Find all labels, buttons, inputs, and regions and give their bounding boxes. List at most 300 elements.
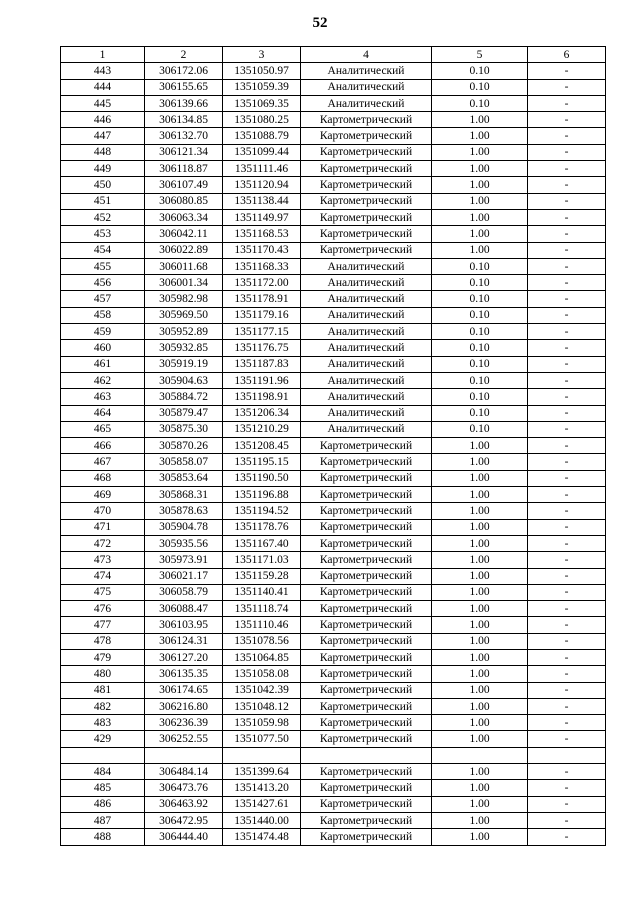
point-number-cell: 488: [61, 829, 145, 845]
method-cell: Аналитический: [301, 291, 432, 307]
x-coordinate-cell: 306135.35: [145, 666, 223, 682]
column-header: 3: [223, 47, 301, 63]
note-cell: -: [528, 438, 606, 454]
accuracy-cell: 0.10: [432, 405, 528, 421]
accuracy-cell: 1.00: [432, 209, 528, 225]
note-cell: -: [528, 389, 606, 405]
table-row: [61, 258, 606, 274]
note-cell: -: [528, 715, 606, 731]
accuracy-cell: 0.10: [432, 291, 528, 307]
method-cell: Картометрический: [301, 601, 432, 617]
table-row: [61, 340, 606, 356]
y-coordinate-cell: 1351178.91: [223, 291, 301, 307]
point-number-cell: 485: [61, 780, 145, 796]
table-row: [61, 519, 606, 535]
accuracy-cell: 1.00: [432, 503, 528, 519]
point-number-cell: 448: [61, 144, 145, 160]
method-cell: Аналитический: [301, 405, 432, 421]
y-coordinate-cell: 1351059.98: [223, 715, 301, 731]
point-number-cell: 445: [61, 95, 145, 111]
x-coordinate-cell: 306252.55: [145, 731, 223, 747]
table-row: [61, 535, 606, 551]
method-cell: Картометрический: [301, 128, 432, 144]
x-coordinate-cell: 306236.39: [145, 715, 223, 731]
table-row: [61, 128, 606, 144]
method-cell: Картометрический: [301, 144, 432, 160]
point-number-cell: 451: [61, 193, 145, 209]
note-cell: -: [528, 144, 606, 160]
note-cell: -: [528, 209, 606, 225]
point-number-cell: 474: [61, 568, 145, 584]
note-cell: -: [528, 812, 606, 828]
method-cell: Картометрический: [301, 242, 432, 258]
method-cell: Картометрический: [301, 503, 432, 519]
table-row: [61, 584, 606, 600]
accuracy-cell: 0.10: [432, 307, 528, 323]
x-coordinate-cell: 306107.49: [145, 177, 223, 193]
note-cell: -: [528, 226, 606, 242]
point-number-cell: 479: [61, 649, 145, 665]
method-cell: Аналитический: [301, 275, 432, 291]
x-coordinate-cell: 306132.70: [145, 128, 223, 144]
x-coordinate-cell: 306216.80: [145, 698, 223, 714]
point-number-cell: 429: [61, 731, 145, 747]
point-number-cell: 462: [61, 372, 145, 388]
y-coordinate-cell: 1351190.50: [223, 470, 301, 486]
table-row: [61, 601, 606, 617]
y-coordinate-cell: 1351088.79: [223, 128, 301, 144]
method-cell: Картометрический: [301, 112, 432, 128]
table-row: [61, 666, 606, 682]
accuracy-cell: 1.00: [432, 649, 528, 665]
y-coordinate-cell: 1351069.35: [223, 95, 301, 111]
y-coordinate-cell: 1351474.48: [223, 829, 301, 845]
point-number-cell: 461: [61, 356, 145, 372]
y-coordinate-cell: 1351196.88: [223, 487, 301, 503]
method-cell: Аналитический: [301, 340, 432, 356]
note-cell: -: [528, 291, 606, 307]
table-row: [61, 780, 606, 796]
method-cell: Картометрический: [301, 649, 432, 665]
y-coordinate-cell: 1351077.50: [223, 731, 301, 747]
table-row: [61, 568, 606, 584]
point-number-cell: 481: [61, 682, 145, 698]
method-cell: Аналитический: [301, 79, 432, 95]
y-coordinate-cell: 1351120.94: [223, 177, 301, 193]
note-cell: -: [528, 568, 606, 584]
y-coordinate-cell: 1351440.00: [223, 812, 301, 828]
note-cell: -: [528, 193, 606, 209]
accuracy-cell: 1.00: [432, 698, 528, 714]
y-coordinate-cell: 1351168.53: [223, 226, 301, 242]
table-row: [61, 552, 606, 568]
table-row: [61, 633, 606, 649]
method-cell: Аналитический: [301, 421, 432, 437]
note-cell: -: [528, 177, 606, 193]
x-coordinate-cell: 306088.47: [145, 601, 223, 617]
note-cell: -: [528, 601, 606, 617]
note-cell: -: [528, 649, 606, 665]
accuracy-cell: 1.00: [432, 535, 528, 551]
note-cell: -: [528, 405, 606, 421]
table-row: [61, 454, 606, 470]
point-number-cell: 483: [61, 715, 145, 731]
table-row: [61, 144, 606, 160]
x-coordinate-cell: 306001.34: [145, 275, 223, 291]
method-cell: Аналитический: [301, 389, 432, 405]
y-coordinate-cell: 1351111.46: [223, 161, 301, 177]
y-coordinate-cell: 1351208.45: [223, 438, 301, 454]
x-coordinate-cell: 306124.31: [145, 633, 223, 649]
point-number-cell: 453: [61, 226, 145, 242]
method-cell: Картометрический: [301, 780, 432, 796]
accuracy-cell: 1.00: [432, 764, 528, 780]
table-row: [61, 372, 606, 388]
x-coordinate-cell: 305969.50: [145, 307, 223, 323]
accuracy-cell: 1.00: [432, 177, 528, 193]
y-coordinate-cell: 1351191.96: [223, 372, 301, 388]
table-row: [61, 193, 606, 209]
x-coordinate-cell: [145, 747, 223, 763]
table-row: [61, 324, 606, 340]
column-header: 6: [528, 47, 606, 63]
method-cell: Картометрический: [301, 161, 432, 177]
accuracy-cell: 1.00: [432, 682, 528, 698]
table-row: [61, 617, 606, 633]
table-row: [61, 649, 606, 665]
method-cell: Картометрический: [301, 682, 432, 698]
y-coordinate-cell: 1351168.33: [223, 258, 301, 274]
point-number-cell: 458: [61, 307, 145, 323]
x-coordinate-cell: 305935.56: [145, 535, 223, 551]
x-coordinate-cell: 306063.34: [145, 209, 223, 225]
method-cell: Аналитический: [301, 372, 432, 388]
accuracy-cell: 0.10: [432, 372, 528, 388]
accuracy-cell: 1.00: [432, 128, 528, 144]
x-coordinate-cell: 305904.63: [145, 372, 223, 388]
accuracy-cell: 1.00: [432, 568, 528, 584]
x-coordinate-cell: 306058.79: [145, 584, 223, 600]
x-coordinate-cell: 306174.65: [145, 682, 223, 698]
x-coordinate-cell: 306103.95: [145, 617, 223, 633]
y-coordinate-cell: 1351210.29: [223, 421, 301, 437]
y-coordinate-cell: 1351172.00: [223, 275, 301, 291]
accuracy-cell: 1.00: [432, 829, 528, 845]
y-coordinate-cell: 1351050.97: [223, 63, 301, 79]
y-coordinate-cell: 1351413.20: [223, 780, 301, 796]
method-cell: Картометрический: [301, 666, 432, 682]
point-number-cell: 449: [61, 161, 145, 177]
accuracy-cell: 1.00: [432, 617, 528, 633]
x-coordinate-cell: 306484.14: [145, 764, 223, 780]
point-number-cell: 465: [61, 421, 145, 437]
page-number: 52: [312, 15, 328, 31]
accuracy-cell: 1.00: [432, 780, 528, 796]
x-coordinate-cell: 306134.85: [145, 112, 223, 128]
y-coordinate-cell: [223, 747, 301, 763]
y-coordinate-cell: 1351177.15: [223, 324, 301, 340]
accuracy-cell: 0.10: [432, 324, 528, 340]
point-number-cell: 482: [61, 698, 145, 714]
point-number-cell: 469: [61, 487, 145, 503]
accuracy-cell: 0.10: [432, 275, 528, 291]
x-coordinate-cell: 306172.06: [145, 63, 223, 79]
note-cell: -: [528, 112, 606, 128]
y-coordinate-cell: 1351187.83: [223, 356, 301, 372]
y-coordinate-cell: 1351099.44: [223, 144, 301, 160]
accuracy-cell: 1.00: [432, 584, 528, 600]
x-coordinate-cell: 305875.30: [145, 421, 223, 437]
note-cell: -: [528, 421, 606, 437]
note-cell: -: [528, 340, 606, 356]
y-coordinate-cell: 1351058.08: [223, 666, 301, 682]
y-coordinate-cell: 1351080.25: [223, 112, 301, 128]
accuracy-cell: 0.10: [432, 389, 528, 405]
x-coordinate-cell: 306022.89: [145, 242, 223, 258]
note-cell: -: [528, 242, 606, 258]
method-cell: Картометрический: [301, 796, 432, 812]
note-cell: -: [528, 682, 606, 698]
method-cell: Картометрический: [301, 633, 432, 649]
x-coordinate-cell: 305952.89: [145, 324, 223, 340]
method-cell: Аналитический: [301, 95, 432, 111]
accuracy-cell: 1.00: [432, 438, 528, 454]
y-coordinate-cell: 1351149.97: [223, 209, 301, 225]
note-cell: -: [528, 258, 606, 274]
note-cell: -: [528, 617, 606, 633]
note-cell: -: [528, 764, 606, 780]
table-row: [61, 438, 606, 454]
y-coordinate-cell: 1351138.44: [223, 193, 301, 209]
accuracy-cell: 0.10: [432, 95, 528, 111]
method-cell: Картометрический: [301, 519, 432, 535]
table-row: [61, 487, 606, 503]
point-number-cell: 487: [61, 812, 145, 828]
method-cell: Аналитический: [301, 63, 432, 79]
x-coordinate-cell: 305904.78: [145, 519, 223, 535]
method-cell: Картометрический: [301, 487, 432, 503]
point-number-cell: 460: [61, 340, 145, 356]
note-cell: -: [528, 633, 606, 649]
point-number-cell: 450: [61, 177, 145, 193]
x-coordinate-cell: 305932.85: [145, 340, 223, 356]
coordinates-table: [60, 46, 606, 846]
point-number-cell: 477: [61, 617, 145, 633]
point-number-cell: 459: [61, 324, 145, 340]
method-cell: Картометрический: [301, 568, 432, 584]
x-coordinate-cell: 305884.72: [145, 389, 223, 405]
table-row: [61, 177, 606, 193]
point-number-cell: 463: [61, 389, 145, 405]
y-coordinate-cell: 1351078.56: [223, 633, 301, 649]
note-cell: [528, 747, 606, 763]
table-row: [61, 764, 606, 780]
point-number-cell: 471: [61, 519, 145, 535]
table-row: [61, 291, 606, 307]
method-cell: Картометрический: [301, 470, 432, 486]
accuracy-cell: 1.00: [432, 470, 528, 486]
table-row: [61, 356, 606, 372]
point-number-cell: 470: [61, 503, 145, 519]
note-cell: -: [528, 535, 606, 551]
accuracy-cell: 1.00: [432, 226, 528, 242]
note-cell: -: [528, 487, 606, 503]
table-body: [61, 63, 606, 845]
y-coordinate-cell: 1351170.43: [223, 242, 301, 258]
column-header: 2: [145, 47, 223, 63]
note-cell: -: [528, 454, 606, 470]
point-number-cell: 473: [61, 552, 145, 568]
x-coordinate-cell: 305868.31: [145, 487, 223, 503]
accuracy-cell: 1.00: [432, 812, 528, 828]
accuracy-cell: 1.00: [432, 112, 528, 128]
table-row: [61, 421, 606, 437]
note-cell: -: [528, 519, 606, 535]
point-number-cell: 468: [61, 470, 145, 486]
point-number-cell: 472: [61, 535, 145, 551]
x-coordinate-cell: 305878.63: [145, 503, 223, 519]
y-coordinate-cell: 1351048.12: [223, 698, 301, 714]
method-cell: Картометрический: [301, 812, 432, 828]
method-cell: Картометрический: [301, 226, 432, 242]
table-row: [61, 829, 606, 845]
note-cell: -: [528, 503, 606, 519]
accuracy-cell: 1.00: [432, 193, 528, 209]
method-cell: Картометрический: [301, 698, 432, 714]
y-coordinate-cell: 1351195.15: [223, 454, 301, 470]
x-coordinate-cell: 306080.85: [145, 193, 223, 209]
x-coordinate-cell: 306021.17: [145, 568, 223, 584]
point-number-cell: 486: [61, 796, 145, 812]
method-cell: Картометрический: [301, 617, 432, 633]
point-number-cell: 464: [61, 405, 145, 421]
table-row: [61, 95, 606, 111]
table-row: [61, 747, 606, 763]
point-number-cell: [61, 747, 145, 763]
point-number-cell: 480: [61, 666, 145, 682]
accuracy-cell: 1.00: [432, 601, 528, 617]
accuracy-cell: 1.00: [432, 519, 528, 535]
x-coordinate-cell: 305973.91: [145, 552, 223, 568]
table-row: [61, 405, 606, 421]
method-cell: Картометрический: [301, 209, 432, 225]
method-cell: Картометрический: [301, 715, 432, 731]
point-number-cell: 446: [61, 112, 145, 128]
point-number-cell: 443: [61, 63, 145, 79]
column-header: 1: [61, 47, 145, 63]
x-coordinate-cell: 306444.40: [145, 829, 223, 845]
x-coordinate-cell: 306473.76: [145, 780, 223, 796]
x-coordinate-cell: 306042.11: [145, 226, 223, 242]
y-coordinate-cell: 1351140.41: [223, 584, 301, 600]
point-number-cell: 475: [61, 584, 145, 600]
note-cell: -: [528, 796, 606, 812]
method-cell: Аналитический: [301, 258, 432, 274]
accuracy-cell: 0.10: [432, 79, 528, 95]
table-row: [61, 682, 606, 698]
y-coordinate-cell: 1351059.39: [223, 79, 301, 95]
table-row: [61, 698, 606, 714]
y-coordinate-cell: 1351427.61: [223, 796, 301, 812]
x-coordinate-cell: 306139.66: [145, 95, 223, 111]
note-cell: -: [528, 275, 606, 291]
method-cell: Аналитический: [301, 324, 432, 340]
x-coordinate-cell: 305853.64: [145, 470, 223, 486]
note-cell: -: [528, 79, 606, 95]
y-coordinate-cell: 1351167.40: [223, 535, 301, 551]
note-cell: -: [528, 552, 606, 568]
point-number-cell: 454: [61, 242, 145, 258]
note-cell: -: [528, 307, 606, 323]
accuracy-cell: 1.00: [432, 161, 528, 177]
table-row: [61, 812, 606, 828]
header-row: [61, 47, 606, 63]
point-number-cell: 476: [61, 601, 145, 617]
method-cell: Аналитический: [301, 356, 432, 372]
table-row: [61, 503, 606, 519]
y-coordinate-cell: 1351179.16: [223, 307, 301, 323]
accuracy-cell: 1.00: [432, 666, 528, 682]
method-cell: Картометрический: [301, 177, 432, 193]
note-cell: -: [528, 324, 606, 340]
accuracy-cell: 1.00: [432, 487, 528, 503]
x-coordinate-cell: 306011.68: [145, 258, 223, 274]
point-number-cell: 455: [61, 258, 145, 274]
note-cell: -: [528, 95, 606, 111]
point-number-cell: 478: [61, 633, 145, 649]
table-row: [61, 209, 606, 225]
accuracy-cell: 1.00: [432, 796, 528, 812]
table-row: [61, 63, 606, 79]
table-row: [61, 275, 606, 291]
y-coordinate-cell: 1351399.64: [223, 764, 301, 780]
x-coordinate-cell: 305879.47: [145, 405, 223, 421]
accuracy-cell: 1.00: [432, 731, 528, 747]
x-coordinate-cell: 306121.34: [145, 144, 223, 160]
note-cell: -: [528, 372, 606, 388]
x-coordinate-cell: 306155.65: [145, 79, 223, 95]
y-coordinate-cell: 1351118.74: [223, 601, 301, 617]
x-coordinate-cell: 305858.07: [145, 454, 223, 470]
y-coordinate-cell: 1351159.28: [223, 568, 301, 584]
accuracy-cell: 1.00: [432, 552, 528, 568]
point-number-cell: 447: [61, 128, 145, 144]
note-cell: -: [528, 780, 606, 796]
y-coordinate-cell: 1351198.91: [223, 389, 301, 405]
accuracy-cell: [432, 747, 528, 763]
method-cell: Картометрический: [301, 764, 432, 780]
note-cell: -: [528, 829, 606, 845]
point-number-cell: 457: [61, 291, 145, 307]
column-header: 4: [301, 47, 432, 63]
note-cell: -: [528, 161, 606, 177]
table-row: [61, 715, 606, 731]
table-row: [61, 226, 606, 242]
point-number-cell: 452: [61, 209, 145, 225]
x-coordinate-cell: 305870.26: [145, 438, 223, 454]
accuracy-cell: 0.10: [432, 340, 528, 356]
y-coordinate-cell: 1351110.46: [223, 617, 301, 633]
note-cell: -: [528, 731, 606, 747]
x-coordinate-cell: 306118.87: [145, 161, 223, 177]
note-cell: -: [528, 698, 606, 714]
accuracy-cell: 0.10: [432, 356, 528, 372]
method-cell: Картометрический: [301, 731, 432, 747]
table-row: [61, 307, 606, 323]
x-coordinate-cell: 306127.20: [145, 649, 223, 665]
method-cell: Картометрический: [301, 552, 432, 568]
x-coordinate-cell: 306463.92: [145, 796, 223, 812]
